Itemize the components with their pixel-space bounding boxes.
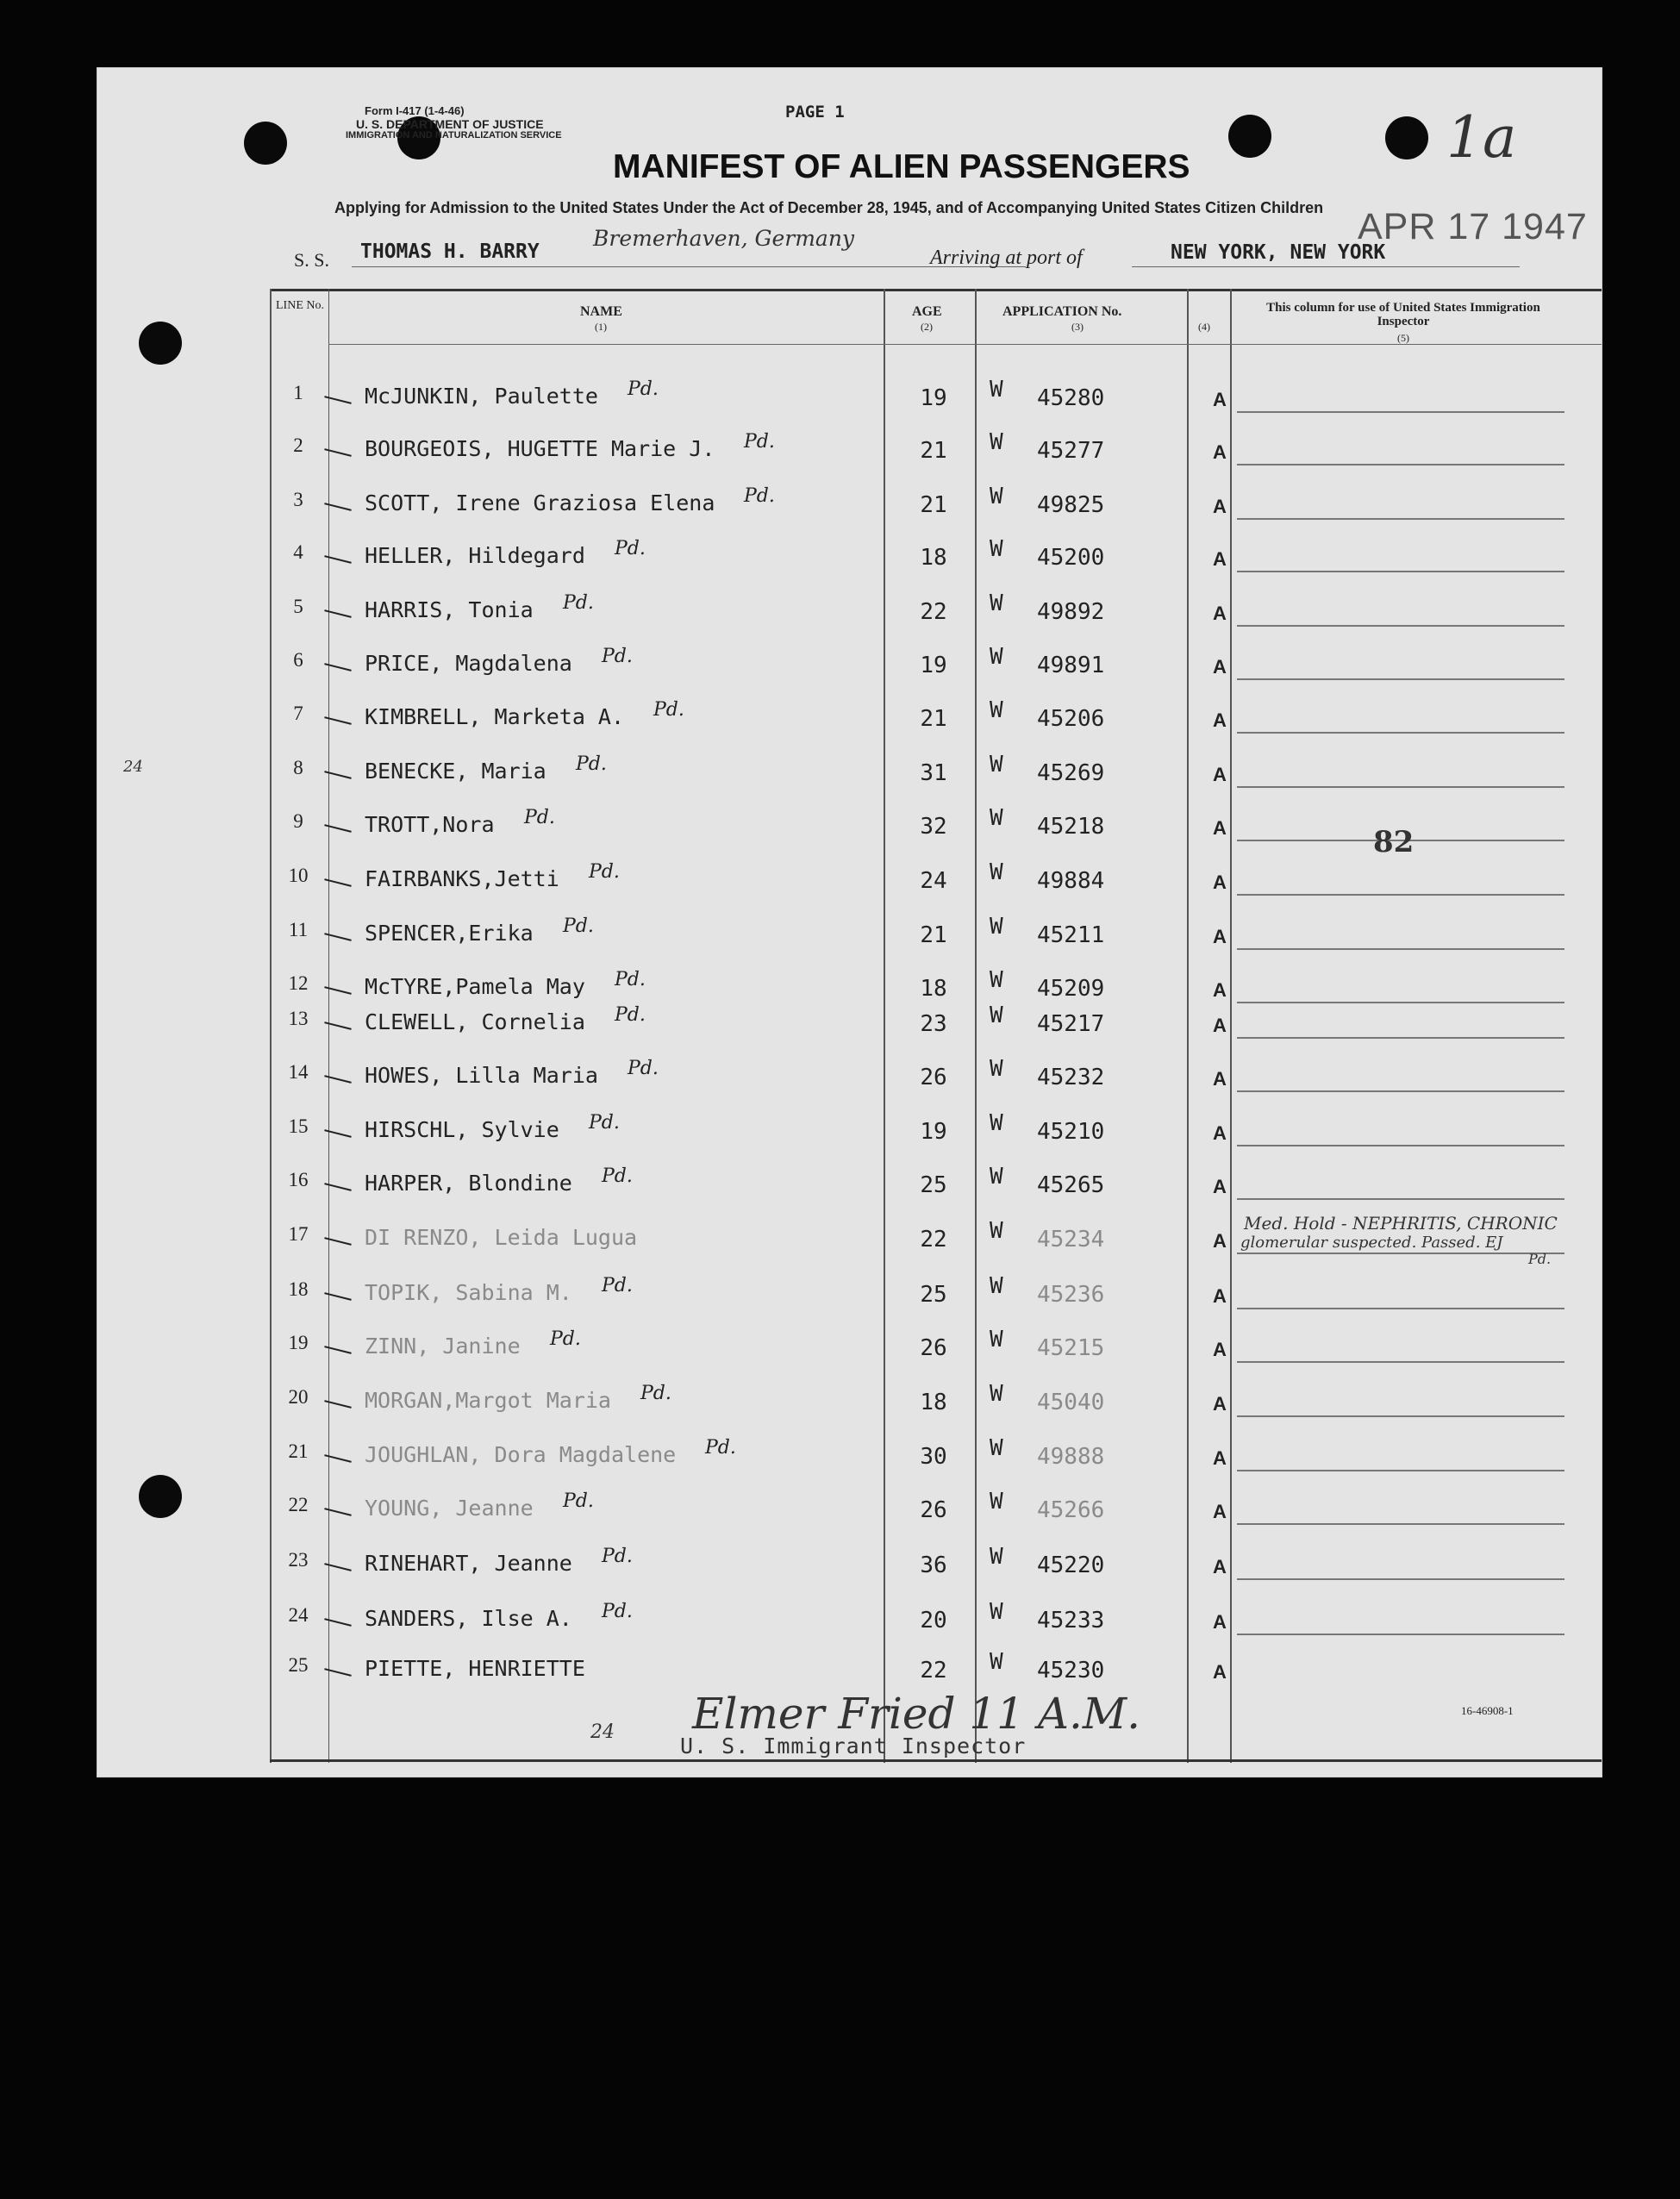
inspector-initial: Pd. — [705, 1437, 736, 1459]
status-code: A — [1213, 656, 1227, 678]
passenger-age: 31 — [920, 760, 947, 786]
passenger-age: 21 — [920, 438, 947, 464]
application-number: 45206 — [1037, 706, 1105, 732]
passenger-name: HARPER, Blondine — [365, 1171, 572, 1196]
category-letter: W — [990, 967, 1003, 993]
status-code: A — [1213, 979, 1227, 1001]
passenger-age: 26 — [920, 1335, 947, 1361]
inspector-initial: Pd. — [640, 1383, 671, 1404]
application-number: 45215 — [1037, 1335, 1105, 1361]
passenger-name: McJUNKIN, Paulette — [365, 384, 598, 409]
passenger-name: HOWES, Lilla Maria — [365, 1063, 598, 1088]
checkmark-icon — [324, 1454, 352, 1463]
table-row — [97, 1056, 1602, 1113]
application-number: 45210 — [1037, 1119, 1105, 1145]
application-number: 45232 — [1037, 1065, 1105, 1090]
passenger-name: CLEWELL, Cornelia — [365, 1009, 585, 1034]
document-subtitle: Applying for Admission to the United States Under the Act of December 28, 1945, and of Accompanying United States Citizen Children — [334, 199, 1324, 216]
checkmark-icon — [324, 716, 352, 725]
application-number: 49884 — [1037, 868, 1105, 894]
inspector-entry-line — [1237, 411, 1564, 413]
status-code: A — [1213, 709, 1227, 731]
arrival-port: NEW YORK, NEW YORK — [1171, 241, 1386, 264]
line-number: 16 — [288, 1169, 309, 1190]
checkmark-icon — [324, 878, 352, 887]
arriving-label: Arriving at port of — [930, 247, 1083, 269]
line-number: 18 — [288, 1278, 309, 1300]
category-letter: W — [990, 644, 1003, 670]
application-number: 49825 — [1037, 492, 1105, 518]
inspector-initial: Pd. — [602, 1546, 633, 1567]
status-code: A — [1213, 1556, 1227, 1577]
table-row — [97, 1435, 1602, 1492]
table-row — [97, 697, 1602, 754]
status-code: A — [1213, 603, 1227, 624]
inspector-entry-line — [1237, 1253, 1564, 1254]
passenger-name: YOUNG, Jeanne — [365, 1496, 534, 1521]
passenger-name: HIRSCHL, Sylvie — [365, 1117, 559, 1142]
line-number: 1 — [293, 382, 303, 403]
passenger-age: 22 — [920, 599, 947, 625]
category-letter: W — [990, 590, 1003, 616]
inspector-entry-line — [1237, 1361, 1564, 1363]
passenger-name: TROTT,Nora — [365, 812, 495, 837]
passenger-age: 21 — [920, 492, 947, 518]
punch-hole — [139, 322, 182, 365]
checkmark-icon — [324, 771, 352, 779]
application-number: 45236 — [1037, 1282, 1105, 1308]
table-row — [97, 1273, 1602, 1330]
inspector-entry-line — [1237, 571, 1564, 572]
inspector-entry-line — [1237, 518, 1564, 520]
application-number: 45211 — [1037, 922, 1105, 948]
passenger-age: 26 — [920, 1065, 947, 1090]
table-bottom-rule — [270, 1759, 1602, 1762]
passenger-age: 25 — [920, 1282, 947, 1308]
passenger-name: PRICE, Magdalena — [365, 651, 572, 676]
col-header-4-num: (4) — [1198, 321, 1210, 333]
table-row — [97, 1381, 1602, 1438]
inspector-initial: Pd. — [589, 861, 620, 883]
table-row — [97, 590, 1602, 647]
line-number: 5 — [293, 596, 303, 617]
table-row — [97, 1327, 1602, 1384]
passenger-name: TOPIK, Sabina M. — [365, 1280, 572, 1305]
passenger-age: 22 — [920, 1658, 947, 1684]
checkmark-icon — [324, 503, 352, 511]
inspector-initial: Pd. — [615, 1004, 646, 1026]
inspector-entry-line — [1237, 1634, 1564, 1635]
line-number: 11 — [288, 919, 309, 940]
status-code: A — [1213, 926, 1227, 947]
department-label: U. S. DEPARTMENT OF JUSTICE — [356, 117, 544, 131]
checkmark-icon — [324, 663, 352, 672]
ss-label: S. S. — [294, 249, 329, 271]
table-row — [97, 1544, 1602, 1601]
passenger-age: 25 — [920, 1172, 947, 1198]
category-letter: W — [990, 1649, 1003, 1675]
inspector-entry-line — [1237, 948, 1564, 950]
inspector-entry-line — [1237, 1198, 1564, 1200]
punch-hole — [244, 122, 287, 165]
inspector-initial: Pd. — [563, 1490, 594, 1512]
manifest-page — [97, 67, 1602, 1777]
checkmark-icon — [324, 1346, 352, 1354]
line-number: 6 — [293, 649, 303, 671]
passenger-age: 18 — [920, 976, 947, 1002]
table-row — [97, 536, 1602, 593]
status-code: A — [1213, 871, 1227, 893]
inspector-signature: Elmer Fried 11 A.M. — [692, 1689, 1140, 1739]
passenger-age: 19 — [920, 1119, 947, 1145]
application-number: 45040 — [1037, 1390, 1105, 1415]
inspector-initial: Pd. — [744, 485, 775, 507]
category-letter: W — [990, 1327, 1003, 1353]
application-number: 45233 — [1037, 1608, 1105, 1634]
line-number: 19 — [288, 1332, 309, 1353]
passenger-age: 18 — [920, 545, 947, 571]
ship-name: THOMAS H. BARRY — [360, 241, 540, 263]
checkmark-icon — [324, 1075, 352, 1084]
status-code: A — [1213, 817, 1227, 839]
medical-note-line3: Pd. — [1528, 1251, 1552, 1267]
category-letter: W — [990, 1164, 1003, 1190]
status-code: A — [1213, 1285, 1227, 1307]
date-stamp: APR 17 1947 — [1358, 206, 1588, 247]
form-number: Form I-417 (1-4-46) — [365, 104, 465, 117]
passenger-name: RINEHART, Jeanne — [365, 1551, 572, 1576]
page-mark: 1a — [1446, 104, 1517, 171]
line-number: 10 — [288, 865, 309, 886]
line-number: 23 — [288, 1549, 309, 1571]
col-header-line-no: LINE No. — [276, 299, 324, 312]
category-letter: W — [990, 1273, 1003, 1299]
passenger-name: SPENCER,Erika — [365, 921, 534, 946]
inspector-initial: Pd. — [653, 699, 684, 721]
checkmark-icon — [324, 986, 352, 995]
passenger-age: 22 — [920, 1227, 947, 1253]
line-number: 9 — [293, 810, 303, 832]
line-number: 17 — [288, 1223, 309, 1245]
passenger-name: MORGAN,Margot Maria — [365, 1388, 611, 1413]
checkmark-icon — [324, 396, 352, 404]
line-number: 8 — [293, 757, 303, 778]
col-header-app-num: (3) — [1071, 321, 1084, 333]
checkmark-icon — [324, 1237, 352, 1246]
inspector-entry-line — [1237, 1308, 1564, 1309]
inspector-entry-line — [1237, 678, 1564, 680]
passenger-name: DI RENZO, Leida Lugua — [365, 1225, 638, 1250]
col-header-application: APPLICATION No. — [1002, 304, 1122, 319]
col-header-age-num: (2) — [921, 321, 933, 333]
passenger-name: PIETTE, HENRIETTE — [365, 1656, 585, 1681]
status-code: A — [1213, 1176, 1227, 1197]
line-number: 20 — [288, 1386, 309, 1408]
application-number: 45220 — [1037, 1552, 1105, 1578]
passenger-name: KIMBRELL, Marketa A. — [365, 704, 625, 729]
table-row — [97, 484, 1602, 540]
status-code: A — [1213, 1068, 1227, 1090]
inspector-initial: Pd. — [602, 1275, 633, 1296]
col-header-name: NAME — [580, 304, 622, 319]
application-number: 49888 — [1037, 1444, 1105, 1470]
inspector-entry-line — [1237, 1578, 1564, 1580]
checkmark-icon — [324, 1129, 352, 1138]
table-row — [97, 859, 1602, 916]
application-number: 45218 — [1037, 814, 1105, 840]
status-code: A — [1213, 441, 1227, 463]
passenger-age: 21 — [920, 922, 947, 948]
passenger-age: 19 — [920, 385, 947, 411]
col-header-age: AGE — [912, 304, 942, 319]
status-code: A — [1213, 764, 1227, 785]
margin-number: 24 — [123, 758, 143, 776]
application-number: 45200 — [1037, 545, 1105, 571]
table-row — [97, 1489, 1602, 1546]
table-row — [97, 752, 1602, 809]
status-code: A — [1213, 1447, 1227, 1469]
inspector-initial: Pd. — [615, 969, 646, 990]
punch-hole — [1385, 116, 1428, 159]
inspector-entry-line — [1237, 1002, 1564, 1003]
punch-hole — [1228, 115, 1271, 158]
status-code: A — [1213, 1393, 1227, 1415]
inspector-entry-line — [1237, 1415, 1564, 1417]
inspector-initial: Pd. — [589, 1112, 620, 1134]
application-number: 45266 — [1037, 1497, 1105, 1523]
category-letter: W — [990, 914, 1003, 940]
medical-note-line1: Med. Hold - NEPHRITIS, CHRONIC — [1244, 1213, 1558, 1234]
category-letter: W — [990, 1218, 1003, 1244]
checkmark-icon — [324, 1400, 352, 1409]
checkmark-icon — [324, 448, 352, 457]
category-letter: W — [990, 752, 1003, 778]
category-letter: W — [990, 1599, 1003, 1625]
document-title: MANIFEST OF ALIEN PASSENGERS — [613, 148, 1190, 185]
checkmark-icon — [324, 1563, 352, 1571]
page-number: PAGE 1 — [785, 103, 845, 122]
category-letter: W — [990, 859, 1003, 885]
line-number: 2 — [293, 434, 303, 456]
passenger-age: 20 — [920, 1608, 947, 1634]
inspector-initial: Pd. — [744, 431, 775, 453]
status-code: A — [1213, 1661, 1227, 1683]
checkmark-icon — [324, 609, 352, 618]
inspector-entry-line — [1237, 1145, 1564, 1146]
category-letter: W — [990, 484, 1003, 509]
status-code: A — [1213, 1501, 1227, 1522]
inspector-entry-line — [1237, 732, 1564, 734]
table-row — [97, 644, 1602, 701]
passenger-name: BOURGEOIS, HUGETTE Marie J. — [365, 436, 715, 461]
passenger-name: McTYRE,Pamela May — [365, 974, 585, 999]
passenger-age: 32 — [920, 814, 947, 840]
application-number: 45269 — [1037, 760, 1105, 786]
category-letter: W — [990, 536, 1003, 562]
table-row — [97, 1599, 1602, 1656]
category-letter: W — [990, 1544, 1003, 1570]
status-code: A — [1213, 1122, 1227, 1144]
application-number: 45277 — [1037, 438, 1105, 464]
inspector-entry-line — [1237, 894, 1564, 896]
line-number: 15 — [288, 1115, 309, 1137]
port-underline — [1132, 266, 1520, 267]
line-number: 21 — [288, 1440, 309, 1462]
application-number: 45209 — [1037, 976, 1105, 1002]
table-row — [97, 429, 1602, 486]
table-top-rule — [270, 289, 1602, 291]
checkmark-icon — [324, 824, 352, 833]
passenger-name: HARRIS, Tonia — [365, 597, 534, 622]
inspector-entry-line — [1237, 1090, 1564, 1092]
inspector-initial: Pd. — [602, 1165, 633, 1187]
passenger-age: 26 — [920, 1497, 947, 1523]
line-number: 24 — [288, 1604, 309, 1626]
passenger-age: 36 — [920, 1552, 947, 1578]
inspector-initial: Pd. — [628, 378, 659, 400]
medical-note-line2: glomerular suspected. Passed. EJ — [1240, 1234, 1503, 1252]
application-number: 45217 — [1037, 1011, 1105, 1037]
checkmark-icon — [324, 1021, 352, 1030]
line-number: 13 — [288, 1008, 309, 1029]
passenger-name: JOUGHLAN, Dora Magdalene — [365, 1442, 677, 1467]
status-code: A — [1213, 496, 1227, 517]
category-letter: W — [990, 1435, 1003, 1461]
line-number: 4 — [293, 541, 303, 563]
category-letter: W — [990, 1381, 1003, 1407]
inspector-entry-line — [1237, 1470, 1564, 1471]
passenger-name: SANDERS, Ilse A. — [365, 1606, 572, 1631]
application-number: 49892 — [1037, 599, 1105, 625]
passenger-name: BENECKE, Maria — [365, 759, 546, 784]
category-letter: W — [990, 429, 1003, 455]
line-number: 22 — [288, 1494, 309, 1515]
header-rule — [328, 344, 1602, 345]
checkmark-icon — [324, 1618, 352, 1627]
checkmark-icon — [324, 933, 352, 941]
application-number: 45280 — [1037, 385, 1105, 411]
inspector-initial: Pd. — [576, 753, 607, 775]
checkmark-icon — [324, 1508, 352, 1516]
passenger-age: 19 — [920, 653, 947, 678]
inspector-initial: Pd. — [628, 1058, 659, 1079]
status-code: A — [1213, 1611, 1227, 1633]
category-letter: W — [990, 697, 1003, 723]
passenger-age: 24 — [920, 868, 947, 894]
inspector-initial: Pd. — [615, 538, 646, 559]
status-code: A — [1213, 389, 1227, 410]
inspector-initial: Pd. — [602, 646, 633, 667]
table-row — [97, 1110, 1602, 1167]
passenger-name: SCOTT, Irene Graziosa Elena — [365, 490, 715, 515]
line-number: 3 — [293, 489, 303, 510]
form-code: 16-46908-1 — [1461, 1704, 1514, 1717]
application-number: 45230 — [1037, 1658, 1105, 1684]
departure-port-handwritten: Bremerhaven, Germany — [593, 226, 855, 251]
passenger-name: FAIRBANKS,Jetti — [365, 866, 559, 891]
checkmark-icon — [324, 1668, 352, 1677]
passenger-name: ZINN, Janine — [365, 1334, 521, 1359]
inspector-entry-line — [1237, 786, 1564, 788]
line-number: 12 — [288, 972, 309, 994]
ship-underline — [352, 266, 1026, 267]
category-letter: W — [990, 1110, 1003, 1136]
table-row — [97, 1003, 1602, 1059]
category-letter: W — [990, 377, 1003, 403]
table-row — [97, 377, 1602, 434]
inspector-entry-line — [1237, 625, 1564, 627]
category-letter: W — [990, 1003, 1003, 1028]
service-label: IMMIGRATION AND NATURALIZATION SERVICE — [346, 130, 562, 141]
inspector-entry-line — [1237, 1523, 1564, 1525]
checkmark-icon — [324, 1292, 352, 1301]
status-code: A — [1213, 1015, 1227, 1036]
line-number: 7 — [293, 703, 303, 724]
col-header-name-num: (1) — [595, 321, 607, 333]
application-number: 49891 — [1037, 653, 1105, 678]
passenger-age: 30 — [920, 1444, 947, 1470]
checkmark-icon — [324, 555, 352, 564]
inspector-initial: Pd. — [524, 807, 555, 828]
application-number: 45234 — [1037, 1227, 1105, 1253]
status-code: A — [1213, 1230, 1227, 1252]
passenger-age: 23 — [920, 1011, 947, 1037]
passenger-name: HELLER, Hildegard — [365, 543, 585, 568]
passenger-count: 82 — [1373, 825, 1415, 859]
category-letter: W — [990, 1489, 1003, 1515]
inspector-initial: Pd. — [563, 915, 594, 937]
passenger-age: 18 — [920, 1390, 947, 1415]
inspector-entry-line — [1237, 1037, 1564, 1039]
table-row — [97, 914, 1602, 971]
application-number: 45265 — [1037, 1172, 1105, 1198]
col-header-inspector: This column for use of United States Immigration Inspector — [1266, 301, 1540, 328]
category-letter: W — [990, 1056, 1003, 1082]
inspector-title: U. S. Immigrant Inspector — [680, 1734, 1027, 1759]
category-letter: W — [990, 805, 1003, 831]
footer-number: 24 — [590, 1721, 615, 1743]
status-code: A — [1213, 548, 1227, 570]
status-code: A — [1213, 1339, 1227, 1360]
inspector-initial: Pd. — [602, 1601, 633, 1622]
inspector-entry-line — [1237, 464, 1564, 465]
line-number: 14 — [288, 1061, 309, 1083]
col-header-inspector-num: (5) — [1397, 332, 1409, 344]
inspector-initial: Pd. — [550, 1328, 581, 1350]
inspector-initial: Pd. — [563, 592, 594, 614]
line-number: 25 — [288, 1654, 309, 1676]
passenger-age: 21 — [920, 706, 947, 732]
checkmark-icon — [324, 1183, 352, 1191]
